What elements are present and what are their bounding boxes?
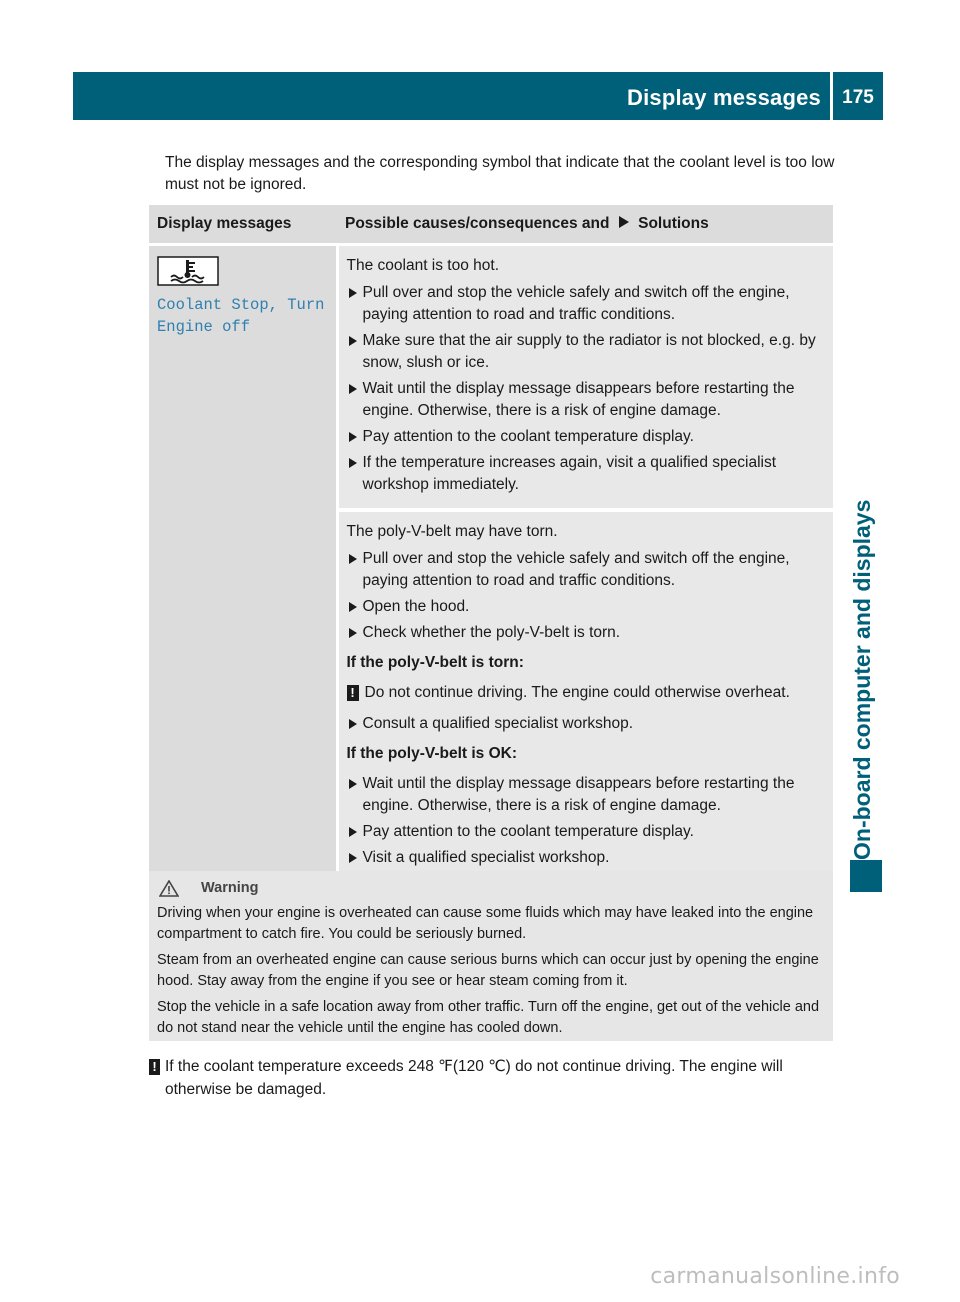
arrow-right-icon bbox=[349, 602, 357, 612]
arrow-right-icon bbox=[349, 384, 357, 394]
arrow-right-icon bbox=[618, 215, 630, 229]
chapter-marker bbox=[850, 860, 882, 892]
arrow-right-icon bbox=[349, 719, 357, 729]
arrow-right-icon bbox=[349, 288, 357, 298]
arrow-right-icon bbox=[349, 554, 357, 564]
col-header-causes bbox=[337, 205, 833, 245]
solution-step: Pay attention to the coolant temperature display. bbox=[347, 426, 826, 448]
arrow-right-icon bbox=[349, 827, 357, 837]
header-bar bbox=[73, 72, 883, 120]
warning-triangle-icon bbox=[159, 880, 179, 897]
condition-heading: If the poly-V-belt is OK: bbox=[346, 745, 518, 762]
chapter-tab: On-board computer and displays bbox=[849, 499, 875, 860]
solution-step: Consult a qualified specialist workshop. bbox=[347, 713, 826, 735]
caution-note: ! Do not continue driving. The engine could otherwise overheat. bbox=[347, 682, 826, 704]
solutions-cell-overheat bbox=[337, 245, 833, 511]
solution-step: Check whether the poly-V-belt is torn. bbox=[347, 622, 826, 644]
message-text-line2: Engine off bbox=[157, 318, 251, 336]
note-text: If the coolant temperature exceeds 248 ℉(120 ℃) do not continue driving. The engine will otherwise be damaged. bbox=[165, 1058, 783, 1098]
watermark: carmanualsonline.info bbox=[650, 1264, 900, 1289]
arrow-right-icon bbox=[349, 779, 357, 789]
arrow-right-icon bbox=[349, 628, 357, 638]
warning-paragraph: Stop the vehicle in a safe location away from other traffic. Turn off the engine, get out of the vehicle and do not stand near the vehicle until the engine has cooled down. bbox=[157, 999, 820, 1036]
solution-step: Wait until the display message disappears before restarting the engine. Otherwise, there is a risk of engine damage. bbox=[347, 773, 826, 817]
solution-step: Visit a qualified specialist workshop. bbox=[347, 847, 826, 869]
message-text-line1: Coolant Stop, Turn bbox=[157, 296, 325, 314]
condition-heading: If the poly-V-belt is torn: bbox=[346, 654, 524, 671]
section-title: Display messages bbox=[627, 85, 821, 110]
arrow-right-icon bbox=[349, 432, 357, 442]
warning-box bbox=[149, 871, 833, 1041]
col-header-solutions-text: Solutions bbox=[638, 215, 709, 232]
solution-step: Make sure that the air supply to the radiator is not blocked, e.g. by snow, slush or ice. bbox=[347, 330, 826, 374]
table-row bbox=[149, 245, 833, 511]
warning-paragraph: Driving when your engine is overheated can cause some fluids which may have leaked into the engine compartment to catch fire. You could be seriously burned. bbox=[157, 905, 814, 942]
cause-text: The coolant is too hot. bbox=[346, 257, 500, 274]
exclamation-icon: ! bbox=[347, 685, 359, 701]
warning-body bbox=[157, 903, 829, 1044]
solution-step: Pull over and stop the vehicle safely and switch off the engine, paying attention to road and traffic conditions. bbox=[347, 548, 826, 592]
message-cell bbox=[149, 245, 337, 882]
arrow-right-icon bbox=[349, 336, 357, 346]
col-header-display-messages: Display messages bbox=[149, 205, 337, 245]
arrow-right-icon bbox=[349, 853, 357, 863]
solution-step: Pull over and stop the vehicle safely and switch off the engine, paying attention to road and traffic conditions. bbox=[347, 282, 826, 326]
cause-text: The poly-V-belt may have torn. bbox=[346, 523, 558, 540]
arrow-right-icon bbox=[349, 458, 357, 468]
exclamation-icon: ! bbox=[149, 1059, 160, 1075]
solution-step: Pay attention to the coolant temperature display. bbox=[347, 821, 826, 843]
intro-text: The display messages and the corresponding symbol that indicate that the coolant level is too low must not be ignored. bbox=[165, 154, 835, 193]
solution-step: Open the hood. bbox=[347, 596, 826, 618]
solution-step: Wait until the display message disappears before restarting the engine. Otherwise, there is a risk of engine damage. bbox=[347, 378, 826, 422]
coolant-temperature-icon bbox=[157, 256, 219, 286]
display-messages-table bbox=[149, 205, 833, 881]
page-number: 175 bbox=[842, 87, 874, 108]
solutions-cell-belt bbox=[337, 510, 833, 881]
solution-step: If the temperature increases again, visit a qualified specialist workshop immediately. bbox=[347, 452, 826, 496]
coolant-temperature-note bbox=[149, 1055, 835, 1101]
warning-paragraph: Steam from an overheated engine can cause serious burns which can occur just by opening the engine hood. Stay away from the engine if you see or hear steam coming from it. bbox=[157, 952, 819, 989]
table-header-row bbox=[149, 205, 833, 245]
col-header-causes-text: Possible causes/consequences and bbox=[345, 215, 610, 232]
warning-title: Warning bbox=[201, 880, 259, 896]
